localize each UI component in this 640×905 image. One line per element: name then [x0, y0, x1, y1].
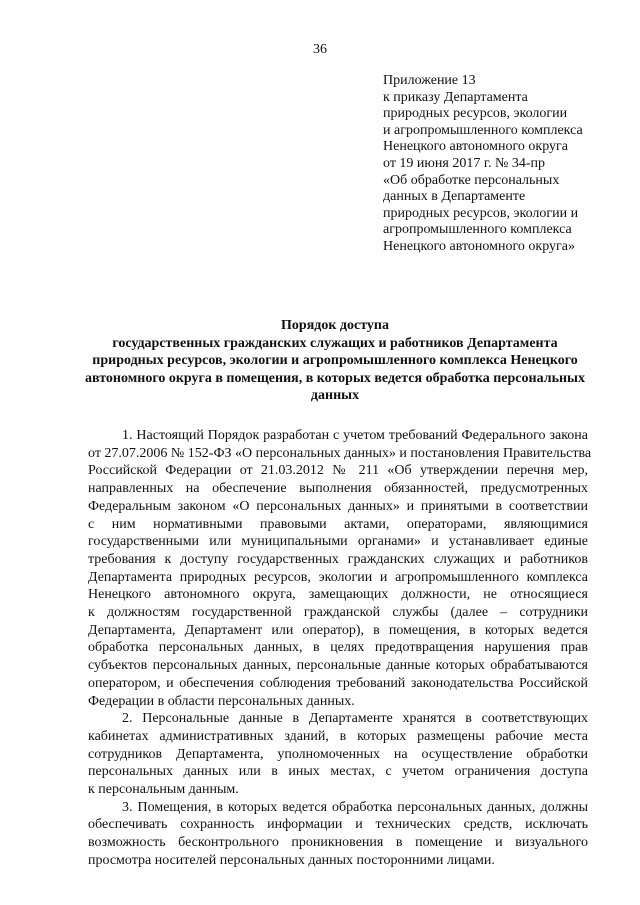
body-line: оператором, и обеспечения соблюдения требований законодательства Российской [88, 675, 588, 691]
body-line: от 27.07.2006 № 152-ФЗ «О персональных данных» и постановления Правительства [88, 445, 592, 461]
document-body [88, 427, 592, 870]
appendix-line: Приложение 13 [383, 73, 476, 88]
body-line: Департамента природных ресурсов, экологии и агропромышленного комплекса [88, 569, 588, 585]
title-line: природных ресурсов, экологии и агропромышленного комплекса Ненецкого [92, 353, 578, 369]
body-line: к персональным данным. [88, 782, 239, 798]
appendix-line: к приказу Департамента [383, 89, 528, 105]
body-line: к должностям государственной гражданской службы (далее – сотрудники [88, 605, 588, 621]
body-line: возможность бесконтрольного проникновения в помещение и визуального [88, 835, 588, 851]
body-line: государственными или муниципальными органами» и устанавливает единые [88, 534, 588, 550]
body-line: направленных на обеспечение выполнения обязанностей, предусмотренных [88, 481, 588, 497]
title-line: государственных гражданских служащих и работников Департамента [112, 335, 558, 351]
appendix-line: и агропромышленного комплекса [383, 122, 583, 138]
body-line: с ним нормативными правовыми актами, операторами, являющимися [88, 516, 588, 532]
appendix-line: «Об обработке персональных [383, 172, 560, 188]
body-line: просмотра носителей персональных данных посторонними лицами. [88, 852, 495, 868]
body-line: кабинетах административных зданий, в которых размещены рабочие места [88, 728, 588, 744]
appendix-line: Ненецкого автономного округа [383, 139, 568, 155]
title-line: Порядок доступа [281, 318, 389, 333]
appendix-line: Ненецкого автономного округа» [383, 238, 575, 254]
body-line: Федеральным законом «О персональных данных» и принятыми в соответствии [88, 498, 588, 514]
body-line: Российской Федерации от 21.03.2012 № 211 «Об утверждении перечня мер, [88, 463, 588, 479]
document-title [82, 317, 588, 405]
body-line: Департамента, Департамент или оператор), в помещения, в которых ведется [88, 622, 588, 638]
body-line: требования к доступу государственных гражданских служащих и работников [88, 551, 588, 567]
appendix-line: агропромышленного комплекса [383, 222, 572, 238]
body-line: 1. Настоящий Порядок разработан с учетом требований Федерального закона [122, 428, 588, 443]
appendix-line: природных ресурсов, экологии [383, 106, 568, 122]
body-line: 2. Персональные данные в Департаменте хранятся в соответствующих [122, 711, 588, 727]
appendix-header [383, 73, 623, 256]
title-line: автономного округа в помещения, в которых ведется обработка персональных [85, 370, 585, 386]
body-line: персональных данных или в иных местах, с учетом ограничения доступа [88, 764, 588, 780]
appendix-line: данных в Департаменте [383, 189, 526, 205]
body-line: сотрудников Департамента, уполномоченных на осуществление обработки [88, 746, 588, 762]
appendix-line: природных ресурсов, экологии и [383, 205, 579, 221]
body-line: субъектов персональных данных, персональные данные которых обрабатываются [88, 658, 588, 674]
title-line: данных [310, 388, 360, 404]
body-line: 3. Помещения, в которых ведется обработка персональных данных, должны [122, 799, 588, 815]
body-line: Ненецкого автономного округа, замещающих должности, не относящиеся [88, 587, 588, 603]
body-line: обработка персональных данных, в целях предотвращения нарушения прав [88, 640, 588, 656]
appendix-line: от 19 июня 2017 г. № 34-пр [383, 155, 545, 171]
body-line: обеспечивать сохранность информации и технических средств, исключать [88, 817, 588, 833]
page-number: 36 [313, 42, 327, 57]
body-line: Федерации в области персональных данных. [88, 693, 355, 709]
